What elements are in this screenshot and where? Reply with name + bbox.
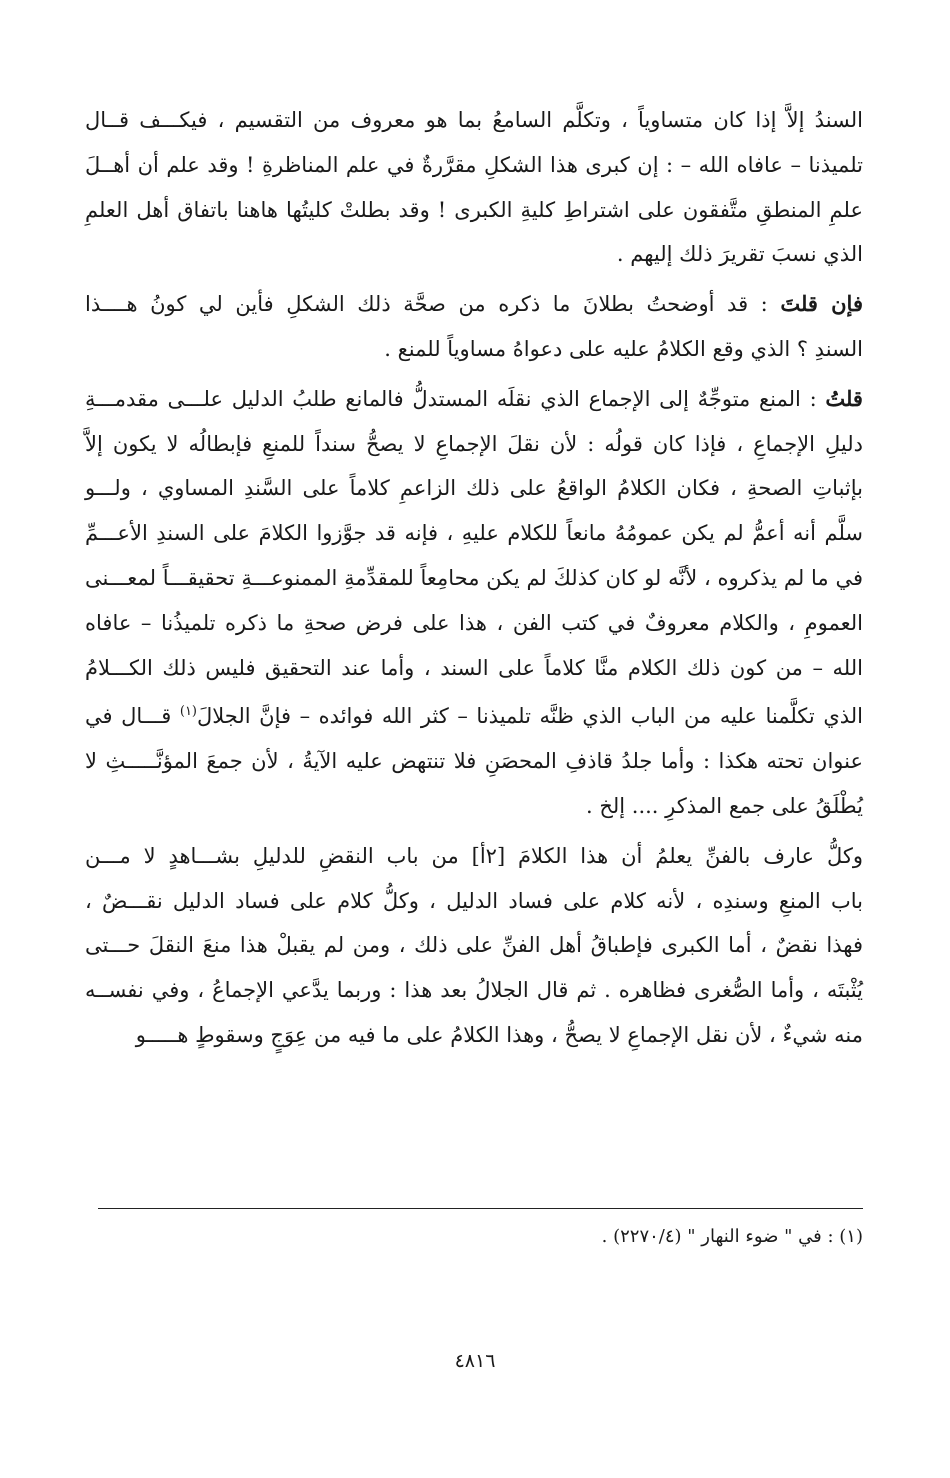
line-text: الله – من كون ذلك الكلام منَّا كلاماً على السند ، وأما عند التحقيق فليس ذلك الكـــلامُ [85,655,863,680]
line-text: السندُ إلاَّ إذا كان متساوياً ، وتكلَّم السامعُ بما هو معروف من التقسيم ، فيكـــف قــال [85,108,863,132]
text-line [85,377,863,422]
line-text: علمِ المنطقِ متَّفقون على اشتراطِ كليةِ الكبرى ! وقد بطلتْ كليتُها هاهنا باتفاق أهل العلمِ [85,197,863,222]
paragraph-lead: قلتُ [825,385,863,411]
text-line [85,739,863,784]
line-text: : المنع متوجِّهٌ إلى الإجماع الذي نقلَه المستدلُّ فالمانع طلبُ الدليل علـــى مقدمـــةِ [85,386,817,411]
paragraph [85,377,863,829]
line-text: سلَّم أنه أعمُّ لم يكن عمومُهُ مانعاً للكلام عليهِ ، فإنه قد جوَّزوا الكلامَ على السندِ الأعـــمِّ [85,521,863,546]
text-line [85,1013,863,1058]
text-line [85,646,863,691]
line-text: فهذا نقضٌ ، أما الكبرى فإطباقُ أهل الفنِّ على ذلك ، ومن لم يقبلْ هذا منعَ النقلَ حـــتى [85,933,863,958]
line-text: وكلُّ عارف بالفنِّ يعلمُ أن هذا الكلامَ [٢أ] من باب النقضِ للدليلِ بشـــاهدٍ لا مـــن [85,843,863,868]
text-line [85,466,863,511]
text-line [85,422,863,467]
text-line [85,327,863,372]
text-line [85,232,863,277]
text-line [85,968,863,1013]
footnote-separator [98,1208,863,1209]
text-line [85,143,863,188]
page-number: ٤٨١٦ [454,1350,496,1372]
text-line [85,282,863,327]
body-text [85,98,863,1063]
line-text: السندِ ؟ الذي وقع الكلامُ عليه على دعواهُ مساوياً للمنع . [384,336,863,361]
line-text: باب المنعِ وسندِه ، لأنه كلام على فساد الدليل ، وكلُّ كلام على فساد الدليل نقـــضٌ ، [85,888,863,913]
line-text: في ما لم يذكروه ، لأنَّه لو كان كذلكَ لم يكن محامِعاً للمقدِّمةِ الممنوعـــةِ تحقيقـــاً لمعـــنى [85,565,863,590]
paragraph [85,98,863,277]
line-text: دليلِ الإجماعِ ، فإذا كان قولُه : لأن نقلَ الإجماعِ لا يصحُّ سنداً للمنعِ فإبطالُه لا يكون إلاَّ [85,431,863,456]
line-text: الذي نسبَ تقريرَ ذلك إليهم . [616,242,863,267]
paragraph [85,834,863,1058]
line-text: منه شيءٌ ، لأن نقل الإجماعِ لا يصحُّ ، وهذا الكلامُ على ما فيه من عِوَجٍ وسقوطٍ هـــــو [135,1022,863,1047]
text-line [85,784,863,829]
footnote-marker: (١) [179,704,197,720]
text-line [85,834,863,879]
text-line [85,601,863,646]
line-text: بإثباتِ الصحةِ ، فكان الكلامُ الواقعُ على ذلك الزاعمِ كلاماً على السَّندِ المساوي ، ولـــو [85,476,863,501]
line-text: : قد أوضحتُ بطلانَ ما ذكره من صحَّة ذلك الشكلِ فأين لي كونُ هــــذا [85,292,768,317]
text-line [85,511,863,556]
text-line [85,923,863,968]
text-line [85,879,863,924]
text-line: الذي تكلَّمنا عليه من الباب الذي ظنَّه تلميذنا – كثر الله فوائده – فإنَّ الجلالَ$^{(١)}$ قـــال في [85,704,864,729]
text-line [85,98,863,143]
line-text: العمومِ ، والكلام معروفٌ في كتب الفن ، هذا على فرض صحةِ ما ذكره تلميذُنا – عافاه [85,610,863,635]
footnote: (١) : في " ضوء النهار " (٢٢٧٠/٤) . [601,1226,863,1247]
line-text: تلميذنا – عافاه الله – : إن كبرى هذا الشكلِ مقرَّرةٌ في علم المناظرةِ ! وقد علم أن أهــلَ [85,152,863,177]
line-text: عنوان تحته هكذا : وأما جلدُ قاذفِ المحصَنِ فلا تنتهض عليه الآيةُ ، لأن جمعَ المؤنَّـــــثِ لا [85,749,863,774]
text-line [85,556,863,601]
paragraph [85,282,863,372]
line-text: يُطْلَقُ على جمع المذكرِ .... إلخ . [585,793,863,818]
line-text: يُثْبتَه ، وأما الصُّغرى فظاهره . ثم قال الجلالُ بعد هذا : وربما يدَّعي الإجماعُ ، وفي نفســه [85,978,863,1003]
paragraph-lead: فإن قلتَ [780,291,863,317]
text-line [85,188,863,233]
